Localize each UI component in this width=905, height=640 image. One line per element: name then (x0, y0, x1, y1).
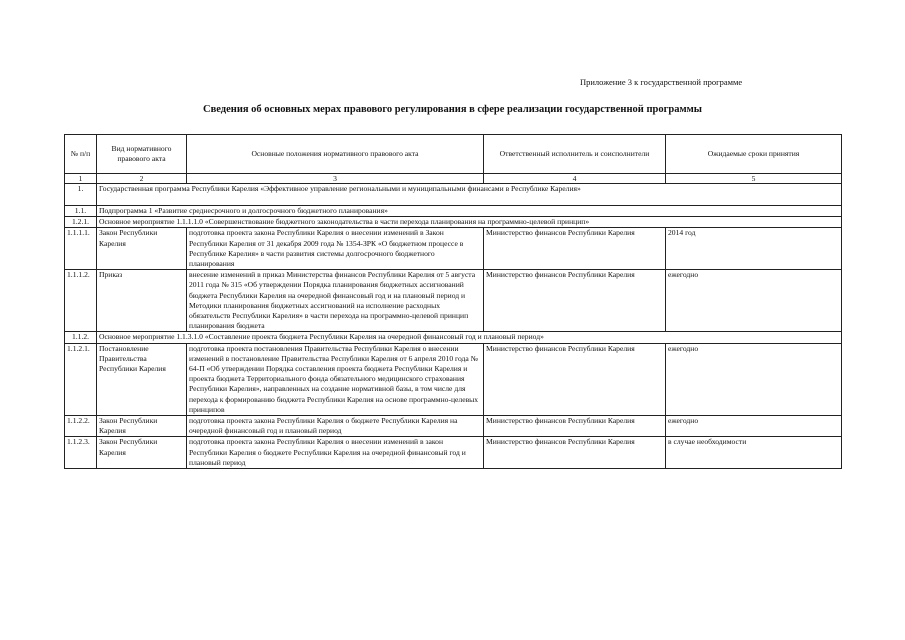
measure-executor: Министерство финансов Республики Карелия (484, 228, 666, 270)
measure-provisions: внесение изменений в приказ Министерства финансов Республики Карелия от 5 августа 2011 года № 315 «Об утверждении Порядка планирования бюджетных ассигнований бюджета Республики Карелия на очередной финансовый год и на плановый период и Методики планирования бюджетных ассигнований на исполнение расходных обязательств Республики Карелия» в части перехода на программно-целевой принцип планирования бюджета (187, 270, 484, 332)
document-title: Сведения об основных мерах правового регулирования в сфере реализации государственной программы (203, 104, 702, 115)
measure-number: 1.1.1.2. (65, 270, 97, 332)
main-event-title: Основное мероприятие 1.1.1.1.0 «Совершенствование бюджетного законодательства в части перехода планирования на программно-целевой принцип» (97, 217, 842, 228)
column-number: 5 (666, 174, 842, 184)
main-event-row (65, 332, 842, 343)
measure-provisions: подготовка проекта закона Республики Карелия о внесении изменений в закон Республики Карелия о бюджете Республики Карелия на очередной финансовый год и плановый период (187, 437, 484, 469)
column-number: 1 (65, 174, 97, 184)
main-event-row (65, 217, 842, 228)
program-number: 1. (65, 184, 97, 206)
main-event-number: 1.1.2. (65, 332, 97, 343)
main-event-number: 1.2.1. (65, 217, 97, 228)
column-number: 2 (97, 174, 187, 184)
table-row (65, 228, 842, 270)
measure-executor: Министерство финансов Республики Карелия (484, 416, 666, 437)
measure-deadline: ежегодно (666, 270, 842, 332)
program-row (65, 184, 842, 206)
legal-measures-table (64, 134, 842, 469)
subprogram-number: 1.1. (65, 206, 97, 217)
measure-executor: Министерство финансов Республики Карелия (484, 270, 666, 332)
appendix-note: Приложение 3 к государственной программе (580, 77, 743, 87)
measure-number: 1.1.2.2. (65, 416, 97, 437)
measure-act-type: Приказ (97, 270, 187, 332)
measure-provisions: подготовка проекта закона Республики Карелия о внесении изменений в Закон Республики Карелия от 31 декабря 2009 года № 1354-ЗРК «О бюджетном процессе в Республике Карелия» в части развития системы долгосрочного бюджетного планирования (187, 228, 484, 270)
subprogram-row (65, 206, 842, 217)
measure-executor: Министерство финансов Республики Карелия (484, 437, 666, 469)
header-deadline: Ожидаемые сроки принятия (666, 135, 842, 174)
table-row (65, 270, 842, 332)
program-title: Государственная программа Республики Карелия «Эффективное управление региональными и муниципальными финансами в Республике Карелия» (97, 184, 842, 206)
measure-deadline: 2014 год (666, 228, 842, 270)
header-number: № п/п (65, 135, 97, 174)
header-executor: Ответственный исполнитель и соисполнители (484, 135, 666, 174)
measure-number: 1.1.2.1. (65, 343, 97, 415)
table-header-row (65, 135, 842, 174)
column-number: 3 (187, 174, 484, 184)
measure-act-type: Постановление Правительства Республики Карелия (97, 343, 187, 415)
measure-deadline: в случае необходимости (666, 437, 842, 469)
column-number: 4 (484, 174, 666, 184)
table-row (65, 437, 842, 469)
measure-deadline: ежегодно (666, 343, 842, 415)
subprogram-title: Подпрограмма 1 «Развитие среднесрочного и долгосрочного бюджетного планирования» (97, 206, 842, 217)
header-provisions: Основные положения нормативного правового акта (187, 135, 484, 174)
measure-provisions: подготовка проекта постановления Правительства Республики Карелия о внесении изменений в постановление Правительства Республики Карелия от 6 апреля 2010 года № 64-П «Об утверждении Порядка составления проекта бюджета Республики Карелия и проекта бюджета Территориального фонда обязательного медицинского страхования Республики Карелия», направленных на создание нормативной базы, в том числе для перехода к формированию бюджета Республики Карелия на основе программно-целевых принципов (187, 343, 484, 415)
table-row (65, 343, 842, 415)
measure-deadline: ежегодно (666, 416, 842, 437)
table-row (65, 416, 842, 437)
measure-act-type: Закон Республики Карелия (97, 437, 187, 469)
column-number-row (65, 174, 842, 184)
measure-executor: Министерство финансов Республики Карелия (484, 343, 666, 415)
measure-number: 1.1.1.1. (65, 228, 97, 270)
measure-number: 1.1.2.3. (65, 437, 97, 469)
measure-act-type: Закон Республики Карелия (97, 416, 187, 437)
measure-act-type: Закон Республики Карелия (97, 228, 187, 270)
measure-provisions: подготовка проекта закона Республики Карелия о бюджете Республики Карелия на очередной финансовый год и плановый период (187, 416, 484, 437)
main-event-title: Основное мероприятие 1.1.3.1.0 «Составление проекта бюджета Республики Карелия на очередной финансовый год и плановый период» (97, 332, 842, 343)
header-act-type: Вид нормативного правового акта (97, 135, 187, 174)
